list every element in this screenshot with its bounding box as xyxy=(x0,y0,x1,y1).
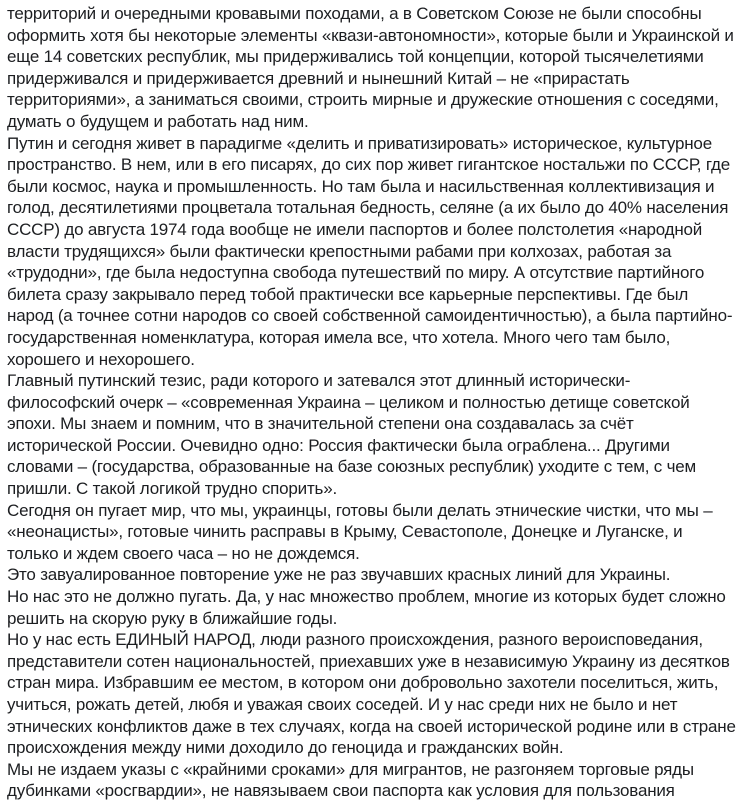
paragraph: Путин и сегодня живет в парадигме «делить и приватизировать» историческое, культурное пространство. В нем, или в его писарях, до сих пор живет гигантское ностальжи по СССР, где были космос, наука и промышленность. Но там была и насильственная коллективизация и голод, десятилетиями процветала тотальная бедность, селяне (а их было до 40% населения СССР) до августа 1974 года вообще не имели паспортов и более полстолетия «народной власти трудящихся» были фактически крепостными рабами при колхозах, работая за «трудодни», где была недоступна свобода путешествий по миру. А отсутствие партийного билета сразу закрывало перед тобой практически все карьерные перспективы. Где был народ (а точнее сотни народов со своей собственной самоидентичностью), а была партийно-государственная номенклатура, которая имела все, что хотела. Много чего там было, хорошего и нехорошего. xyxy=(7,133,733,369)
paragraph: Но у нас есть ЕДИНЫЙ НАРОД, люди разного происхождения, разного вероисповедания, представители сотен национальностей, приехавших уже в независимую Украину из десятков стран мира. Избравшим ее местом, в котором они добровольно захотели поселиться, жить, учиться, рожать детей, любя и уважая своих соседей. И у нас среди них не было и нет этнических конфликтов даже в тех случаях, когда на своей исторической родине или в стране происхождения между ними доходило до геноцида и гражданских войн. xyxy=(7,630,736,758)
paragraph: Мы не издаем указы с «крайними сроками» для мигрантов, не разгоняем торговые ряды дубинками «росгвардии», не навязываем свои паспорта как условия для пользования xyxy=(7,759,694,801)
paragraph: территорий и очередными кровавыми походами, а в Советском Союзе не были способны оформить хотя бы некоторые элементы «квази-автономности», которые были и Украинской и еще 14 советских республик, мы придерживались той концепции, которой тысячелетиями придерживался и придерживается древний и нынешний Китай – не «прирастать территориями», а заниматься своими, строить мирные и дружеские отношения с соседями, думать о будущем и работать над ним. xyxy=(7,4,734,131)
paragraph: Это завуалированное повторение уже не раз звучавших красных линий для Украины. xyxy=(7,565,671,585)
paragraph: Сегодня он пугает мир, что мы, украинцы, готовы были делать этнические чистки, что мы – «неонацисты», готовые чинить расправы в Крыму, Севастополе, Донецке и Луганске, и только и ждем своего часа – но не дождемся. xyxy=(7,500,713,563)
paragraph: Главный путинский тезис, ради которого и затевался этот длинный исторически-философский очерк – «современная Украина – целиком и полностью детище советской эпохи. Мы знаем и помним, что в значительной степени она создавалась за счёт исторической России. Очевидно одно: Россия фактически была ограблена... Другими словами – (государства, образованные на базе союзных республик) уходите с тем, с чем пришли. С такой логикой трудно спорить». xyxy=(7,371,697,499)
paragraph: Но нас это не должно пугать. Да, у нас множество проблем, многие из которых будет сложно решить на скорую руку в ближайшие годы. xyxy=(7,587,726,628)
